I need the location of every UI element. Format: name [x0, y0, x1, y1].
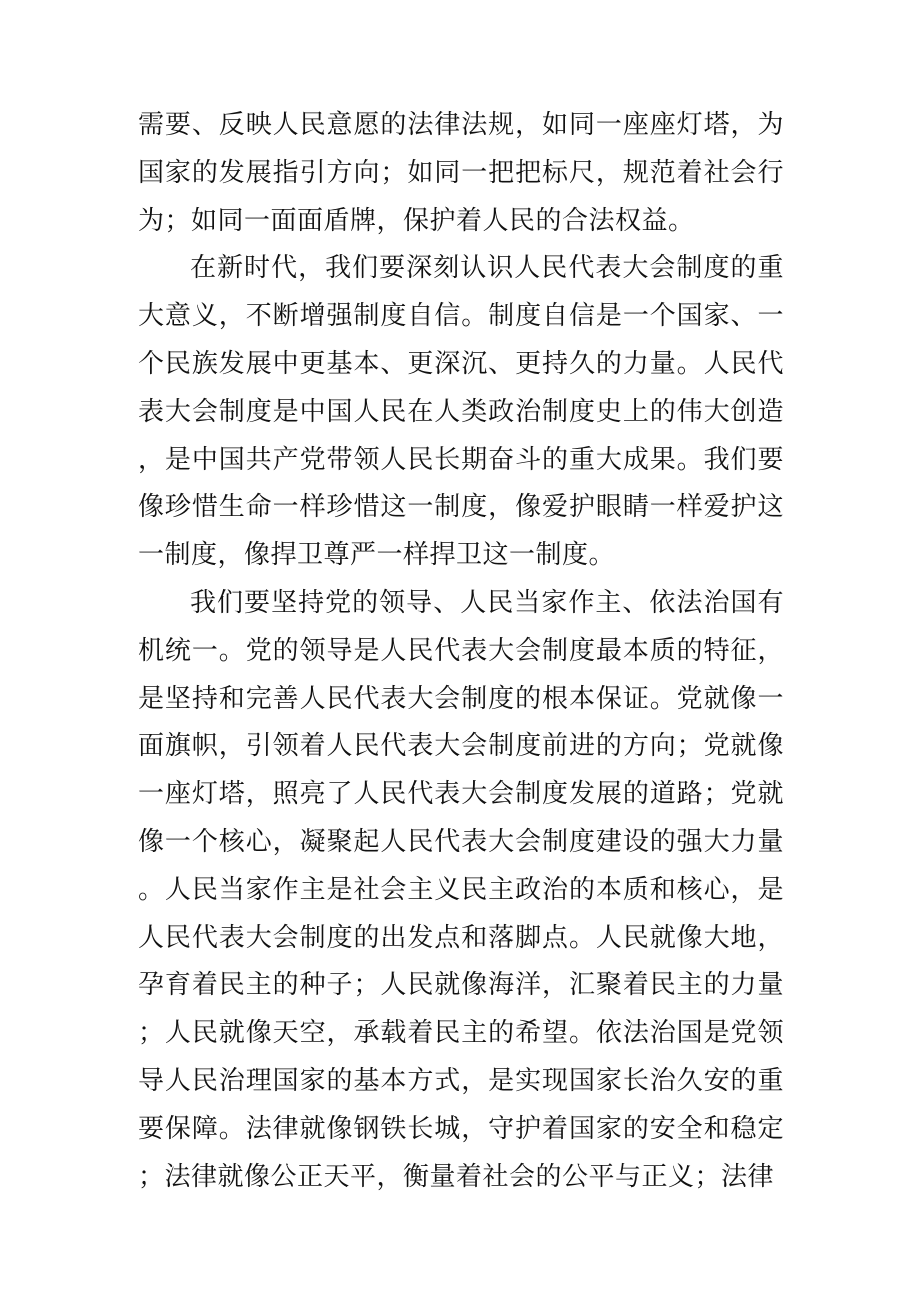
paragraph-1: 需要、反映人民意愿的法律法规，如同一座座灯塔，为国家的发展指引方向；如同一把把标尺，规范着社会行为；如同一面面盾牌，保护着人民的合法权益。: [138, 110, 784, 236]
paragraph-3: 我们要坚持党的领导、人民当家作主、依法治国有机统一。党的领导是人民代表大会制度最本质的特征，是坚持和完善人民代表大会制度的根本保证。党就像一面旗帜，引领着人民代表大会制度前进的方向；党就像一座灯塔，照亮了人民代表大会制度发展的道路；党就像一个核心，凝聚起人民代表大会制度建设的强大力量。人民当家作主是社会主义民主政治的本质和核心，是人民代表大会制度的出发点和落脚点。人民就像大地，孕育着民主的种子；人民就像海洋，汇聚着民主的力量；人民就像天空，承载着民主的希望。依法治国是党领导人民治理国家的基本方式，是实现国家长治久安的重要保障。法律就像钢铁长城，守护着国家的安全和稳定；法律就像公正天平，衡量着社会的公平与正义；法律: [138, 587, 784, 1192]
paragraph-2: 在新时代，我们要深刻认识人民代表大会制度的重大意义，不断增强制度自信。制度自信是一个国家、一个民族发展中更基本、更深沉、更持久的力量。人民代表大会制度是中国人民在人类政治制度史上的伟大创造，是中国共产党带领人民长期奋斗的重大成果。我们要像珍惜生命一样珍惜这一制度，像爱护眼睛一样爱护这一制度，像捍卫尊严一样捍卫这一制度。: [138, 253, 784, 571]
document-body: [138, 102, 784, 1201]
